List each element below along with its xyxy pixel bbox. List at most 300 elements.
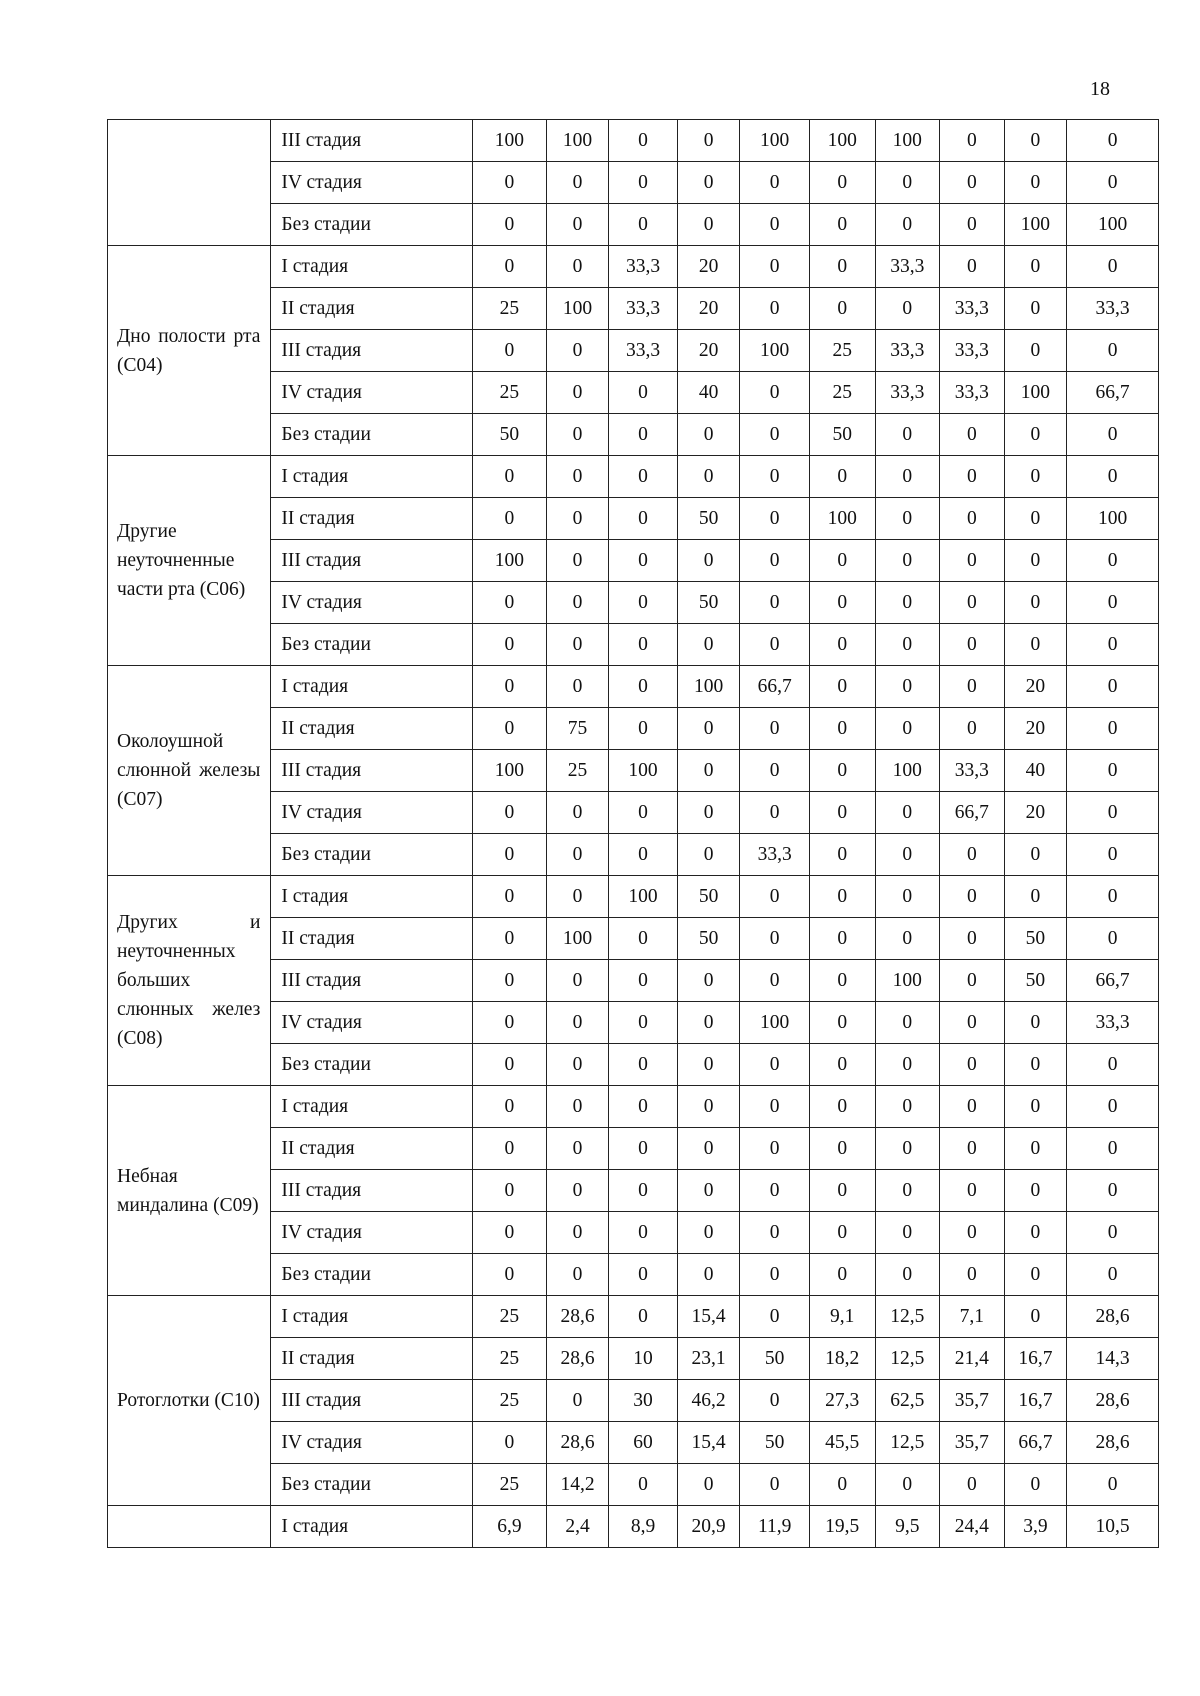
value-cell: 0 — [809, 288, 875, 330]
value-cell: 0 — [1067, 1086, 1159, 1128]
value-cell: 0 — [473, 1128, 547, 1170]
table-row — [108, 246, 1159, 288]
value-cell: 28,6 — [546, 1338, 609, 1380]
value-cell: 100 — [546, 918, 609, 960]
value-cell: 0 — [940, 204, 1005, 246]
value-cell: 0 — [940, 120, 1005, 162]
value-cell: 0 — [1067, 414, 1159, 456]
value-cell: 100 — [473, 750, 547, 792]
value-cell: 11,9 — [740, 1506, 810, 1548]
value-cell: 28,6 — [546, 1296, 609, 1338]
table-row — [108, 1506, 1159, 1548]
value-cell: 0 — [546, 456, 609, 498]
value-cell: 25 — [473, 1338, 547, 1380]
value-cell: 0 — [546, 540, 609, 582]
value-cell: 0 — [546, 162, 609, 204]
value-cell: 20 — [1004, 792, 1067, 834]
value-cell: 0 — [609, 372, 678, 414]
value-cell: 0 — [940, 708, 1005, 750]
value-cell: 0 — [875, 288, 940, 330]
value-cell: 12,5 — [875, 1338, 940, 1380]
table-row — [108, 120, 1159, 162]
value-cell: 0 — [677, 750, 740, 792]
value-cell: 0 — [677, 162, 740, 204]
value-cell: 0 — [875, 1254, 940, 1296]
value-cell: 50 — [740, 1338, 810, 1380]
value-cell: 25 — [473, 288, 547, 330]
value-cell: 0 — [740, 1044, 810, 1086]
value-cell: 0 — [740, 288, 810, 330]
value-cell: 0 — [809, 246, 875, 288]
value-cell: 2,4 — [546, 1506, 609, 1548]
value-cell: 0 — [473, 330, 547, 372]
value-cell: 100 — [740, 330, 810, 372]
value-cell: 100 — [1067, 498, 1159, 540]
value-cell: 0 — [677, 708, 740, 750]
stage-cell: I стадия — [271, 1506, 473, 1548]
value-cell: 0 — [1004, 414, 1067, 456]
value-cell: 0 — [1067, 162, 1159, 204]
value-cell: 62,5 — [875, 1380, 940, 1422]
value-cell: 0 — [677, 1464, 740, 1506]
value-cell: 0 — [809, 834, 875, 876]
value-cell: 0 — [940, 1086, 1005, 1128]
value-cell: 0 — [1004, 1128, 1067, 1170]
region-cell: Небная миндалина (С09) — [108, 1086, 271, 1296]
value-cell: 0 — [609, 834, 678, 876]
value-cell: 0 — [1004, 624, 1067, 666]
value-cell: 0 — [546, 1086, 609, 1128]
value-cell: 0 — [940, 1464, 1005, 1506]
value-cell: 66,7 — [1067, 960, 1159, 1002]
stage-distribution-table — [107, 119, 1159, 1548]
value-cell: 0 — [740, 1170, 810, 1212]
value-cell: 10 — [609, 1338, 678, 1380]
value-cell: 0 — [1004, 498, 1067, 540]
value-cell: 0 — [809, 1170, 875, 1212]
value-cell: 100 — [1004, 372, 1067, 414]
stage-cell: I стадия — [271, 1296, 473, 1338]
value-cell: 9,1 — [809, 1296, 875, 1338]
value-cell: 0 — [1067, 540, 1159, 582]
value-cell: 0 — [473, 792, 547, 834]
value-cell: 20 — [1004, 708, 1067, 750]
value-cell: 50 — [1004, 960, 1067, 1002]
value-cell: 0 — [740, 1296, 810, 1338]
value-cell: 0 — [546, 1380, 609, 1422]
value-cell: 0 — [473, 1212, 547, 1254]
value-cell: 0 — [546, 372, 609, 414]
value-cell: 6,9 — [473, 1506, 547, 1548]
value-cell: 33,3 — [940, 288, 1005, 330]
value-cell: 0 — [1067, 1464, 1159, 1506]
value-cell: 0 — [677, 1086, 740, 1128]
stage-cell: I стадия — [271, 666, 473, 708]
value-cell: 33,3 — [1067, 288, 1159, 330]
stage-cell: I стадия — [271, 1086, 473, 1128]
value-cell: 0 — [1067, 582, 1159, 624]
value-cell: 0 — [473, 582, 547, 624]
value-cell: 25 — [473, 372, 547, 414]
stage-cell: III стадия — [271, 960, 473, 1002]
value-cell: 0 — [473, 498, 547, 540]
value-cell: 0 — [1067, 456, 1159, 498]
value-cell: 0 — [1067, 330, 1159, 372]
value-cell: 0 — [473, 960, 547, 1002]
value-cell: 0 — [740, 1380, 810, 1422]
value-cell: 0 — [1067, 750, 1159, 792]
value-cell: 0 — [875, 876, 940, 918]
value-cell: 50 — [677, 876, 740, 918]
value-cell: 27,3 — [809, 1380, 875, 1422]
value-cell: 75 — [546, 708, 609, 750]
value-cell: 0 — [473, 708, 547, 750]
region-cell — [108, 1506, 271, 1548]
value-cell: 0 — [546, 834, 609, 876]
value-cell: 0 — [546, 414, 609, 456]
value-cell: 35,7 — [940, 1422, 1005, 1464]
value-cell: 0 — [1004, 288, 1067, 330]
value-cell: 0 — [609, 918, 678, 960]
value-cell: 0 — [809, 918, 875, 960]
value-cell: 0 — [875, 834, 940, 876]
value-cell: 0 — [1067, 834, 1159, 876]
stage-cell: I стадия — [271, 456, 473, 498]
value-cell: 0 — [809, 1254, 875, 1296]
value-cell: 50 — [809, 414, 875, 456]
value-cell: 100 — [809, 498, 875, 540]
stage-cell: IV стадия — [271, 162, 473, 204]
value-cell: 0 — [1067, 246, 1159, 288]
value-cell: 100 — [875, 750, 940, 792]
value-cell: 0 — [677, 204, 740, 246]
table-row — [108, 456, 1159, 498]
value-cell: 0 — [740, 204, 810, 246]
value-cell: 33,3 — [940, 750, 1005, 792]
value-cell: 0 — [940, 162, 1005, 204]
value-cell: 0 — [609, 204, 678, 246]
value-cell: 0 — [609, 1128, 678, 1170]
value-cell: 0 — [609, 1170, 678, 1212]
value-cell: 0 — [740, 750, 810, 792]
value-cell: 0 — [875, 666, 940, 708]
value-cell: 3,9 — [1004, 1506, 1067, 1548]
value-cell: 0 — [1004, 330, 1067, 372]
value-cell: 0 — [546, 1170, 609, 1212]
value-cell: 0 — [809, 1464, 875, 1506]
value-cell: 0 — [546, 1254, 609, 1296]
value-cell: 0 — [546, 330, 609, 372]
value-cell: 0 — [609, 1212, 678, 1254]
value-cell: 0 — [677, 414, 740, 456]
stage-cell: Без стадии — [271, 624, 473, 666]
value-cell: 0 — [940, 1254, 1005, 1296]
value-cell: 0 — [940, 456, 1005, 498]
value-cell: 0 — [609, 708, 678, 750]
value-cell: 45,5 — [809, 1422, 875, 1464]
value-cell: 0 — [1067, 120, 1159, 162]
value-cell: 66,7 — [740, 666, 810, 708]
value-cell: 0 — [1067, 624, 1159, 666]
region-cell: Ротоглотки (С10) — [108, 1296, 271, 1506]
value-cell: 0 — [875, 708, 940, 750]
value-cell: 0 — [740, 960, 810, 1002]
value-cell: 18,2 — [809, 1338, 875, 1380]
value-cell: 25 — [809, 372, 875, 414]
value-cell: 50 — [677, 918, 740, 960]
value-cell: 0 — [809, 792, 875, 834]
value-cell: 100 — [875, 960, 940, 1002]
table-row — [108, 1296, 1159, 1338]
value-cell: 0 — [1067, 918, 1159, 960]
value-cell: 66,7 — [1067, 372, 1159, 414]
value-cell: 25 — [473, 1464, 547, 1506]
stage-cell: Без стадии — [271, 1044, 473, 1086]
value-cell: 0 — [473, 1086, 547, 1128]
value-cell: 0 — [473, 246, 547, 288]
value-cell: 100 — [1004, 204, 1067, 246]
value-cell: 0 — [609, 582, 678, 624]
value-cell: 33,3 — [875, 330, 940, 372]
value-cell: 0 — [609, 1296, 678, 1338]
value-cell: 0 — [809, 1086, 875, 1128]
stage-cell: I стадия — [271, 246, 473, 288]
value-cell: 0 — [740, 708, 810, 750]
value-cell: 0 — [473, 1422, 547, 1464]
value-cell: 0 — [1004, 456, 1067, 498]
value-cell: 0 — [677, 1044, 740, 1086]
value-cell: 0 — [473, 876, 547, 918]
value-cell: 0 — [875, 624, 940, 666]
value-cell: 0 — [809, 750, 875, 792]
region-cell: Околоушной слюнной железы (С07) — [108, 666, 271, 876]
value-cell: 12,5 — [875, 1422, 940, 1464]
value-cell: 25 — [546, 750, 609, 792]
value-cell: 0 — [1067, 1128, 1159, 1170]
value-cell: 28,6 — [1067, 1380, 1159, 1422]
value-cell: 0 — [809, 960, 875, 1002]
value-cell: 0 — [809, 876, 875, 918]
value-cell: 0 — [809, 582, 875, 624]
value-cell: 0 — [1004, 1044, 1067, 1086]
value-cell: 0 — [1067, 1212, 1159, 1254]
value-cell: 16,7 — [1004, 1380, 1067, 1422]
value-cell: 0 — [1067, 1170, 1159, 1212]
value-cell: 100 — [740, 120, 810, 162]
value-cell: 8,9 — [609, 1506, 678, 1548]
value-cell: 0 — [546, 792, 609, 834]
value-cell: 0 — [940, 666, 1005, 708]
stage-cell: IV стадия — [271, 582, 473, 624]
value-cell: 0 — [473, 834, 547, 876]
value-cell: 33,3 — [609, 288, 678, 330]
stage-cell: IV стадия — [271, 1002, 473, 1044]
value-cell: 0 — [677, 1254, 740, 1296]
value-cell: 0 — [609, 1464, 678, 1506]
value-cell: 50 — [1004, 918, 1067, 960]
value-cell: 0 — [677, 1170, 740, 1212]
value-cell: 0 — [1004, 1464, 1067, 1506]
value-cell: 33,3 — [1067, 1002, 1159, 1044]
stage-cell: II стадия — [271, 918, 473, 960]
value-cell: 0 — [809, 540, 875, 582]
value-cell: 0 — [809, 456, 875, 498]
value-cell: 33,3 — [609, 246, 678, 288]
stage-cell: IV стадия — [271, 792, 473, 834]
value-cell: 0 — [809, 624, 875, 666]
value-cell: 28,6 — [546, 1422, 609, 1464]
stage-cell: III стадия — [271, 750, 473, 792]
value-cell: 0 — [940, 1170, 1005, 1212]
value-cell: 50 — [740, 1422, 810, 1464]
value-cell: 14,2 — [546, 1464, 609, 1506]
value-cell: 0 — [740, 162, 810, 204]
stage-cell: III стадия — [271, 1170, 473, 1212]
value-cell: 33,3 — [875, 372, 940, 414]
stage-cell: II стадия — [271, 288, 473, 330]
value-cell: 0 — [1067, 876, 1159, 918]
value-cell: 0 — [609, 1002, 678, 1044]
value-cell: 20,9 — [677, 1506, 740, 1548]
value-cell: 0 — [875, 1044, 940, 1086]
stage-cell: II стадия — [271, 708, 473, 750]
value-cell: 0 — [677, 540, 740, 582]
value-cell: 25 — [473, 1380, 547, 1422]
value-cell: 33,3 — [940, 372, 1005, 414]
value-cell: 0 — [473, 204, 547, 246]
value-cell: 7,1 — [940, 1296, 1005, 1338]
value-cell: 0 — [1004, 834, 1067, 876]
value-cell: 0 — [609, 540, 678, 582]
value-cell: 0 — [1004, 1002, 1067, 1044]
value-cell: 28,6 — [1067, 1422, 1159, 1464]
stage-cell: IV стадия — [271, 1422, 473, 1464]
value-cell: 50 — [677, 582, 740, 624]
stage-cell: III стадия — [271, 120, 473, 162]
value-cell: 0 — [473, 162, 547, 204]
value-cell: 0 — [809, 1212, 875, 1254]
value-cell: 15,4 — [677, 1422, 740, 1464]
value-cell: 50 — [677, 498, 740, 540]
value-cell: 0 — [740, 624, 810, 666]
value-cell: 0 — [940, 1044, 1005, 1086]
value-cell: 16,7 — [1004, 1338, 1067, 1380]
value-cell: 0 — [609, 792, 678, 834]
value-cell: 66,7 — [940, 792, 1005, 834]
value-cell: 0 — [875, 456, 940, 498]
value-cell: 0 — [940, 960, 1005, 1002]
value-cell: 0 — [473, 1254, 547, 1296]
value-cell: 0 — [940, 582, 1005, 624]
value-cell: 9,5 — [875, 1506, 940, 1548]
value-cell: 0 — [609, 498, 678, 540]
value-cell: 0 — [875, 1464, 940, 1506]
value-cell: 0 — [940, 246, 1005, 288]
value-cell: 100 — [875, 120, 940, 162]
value-cell: 0 — [809, 204, 875, 246]
value-cell: 0 — [677, 456, 740, 498]
value-cell: 0 — [1004, 120, 1067, 162]
value-cell: 66,7 — [1004, 1422, 1067, 1464]
value-cell: 100 — [1067, 204, 1159, 246]
value-cell: 20 — [677, 288, 740, 330]
value-cell: 0 — [677, 834, 740, 876]
value-cell: 0 — [1004, 1296, 1067, 1338]
value-cell: 0 — [609, 960, 678, 1002]
value-cell: 0 — [546, 960, 609, 1002]
value-cell: 35,7 — [940, 1380, 1005, 1422]
value-cell: 15,4 — [677, 1296, 740, 1338]
value-cell: 0 — [546, 876, 609, 918]
value-cell: 0 — [473, 918, 547, 960]
value-cell: 0 — [609, 456, 678, 498]
value-cell: 0 — [1004, 1170, 1067, 1212]
region-cell: Другие неуточненные части рта (С06) — [108, 456, 271, 666]
value-cell: 0 — [546, 1212, 609, 1254]
value-cell: 0 — [677, 1002, 740, 1044]
stage-cell: I стадия — [271, 876, 473, 918]
value-cell: 0 — [677, 624, 740, 666]
value-cell: 0 — [875, 1128, 940, 1170]
value-cell: 0 — [677, 792, 740, 834]
value-cell: 0 — [609, 1086, 678, 1128]
value-cell: 20 — [677, 330, 740, 372]
value-cell: 0 — [940, 834, 1005, 876]
stage-cell: IV стадия — [271, 372, 473, 414]
value-cell: 0 — [473, 1170, 547, 1212]
value-cell: 0 — [1067, 1254, 1159, 1296]
value-cell: 0 — [1067, 1044, 1159, 1086]
value-cell: 0 — [740, 414, 810, 456]
value-cell: 0 — [740, 456, 810, 498]
region-cell: Дно полости рта (С04) — [108, 246, 271, 456]
value-cell: 0 — [875, 162, 940, 204]
value-cell: 0 — [1004, 162, 1067, 204]
stage-cell: II стадия — [271, 1128, 473, 1170]
value-cell: 0 — [609, 414, 678, 456]
value-cell: 0 — [875, 1170, 940, 1212]
stage-cell: III стадия — [271, 1380, 473, 1422]
stage-cell: Без стадии — [271, 1464, 473, 1506]
table-row — [108, 666, 1159, 708]
value-cell: 0 — [875, 1212, 940, 1254]
value-cell: 0 — [546, 1128, 609, 1170]
value-cell: 0 — [546, 246, 609, 288]
value-cell: 0 — [740, 582, 810, 624]
region-cell — [108, 120, 271, 246]
stage-cell: III стадия — [271, 330, 473, 372]
value-cell: 0 — [609, 1044, 678, 1086]
value-cell: 19,5 — [809, 1506, 875, 1548]
value-cell: 0 — [546, 624, 609, 666]
value-cell: 20 — [677, 246, 740, 288]
value-cell: 0 — [546, 666, 609, 708]
value-cell: 0 — [875, 1002, 940, 1044]
value-cell: 0 — [546, 1002, 609, 1044]
value-cell: 0 — [809, 1002, 875, 1044]
value-cell: 0 — [609, 1254, 678, 1296]
value-cell: 100 — [609, 750, 678, 792]
value-cell: 0 — [875, 792, 940, 834]
value-cell: 100 — [473, 120, 547, 162]
value-cell: 0 — [1067, 666, 1159, 708]
value-cell: 0 — [809, 162, 875, 204]
value-cell: 0 — [677, 1212, 740, 1254]
value-cell: 0 — [875, 498, 940, 540]
value-cell: 100 — [809, 120, 875, 162]
value-cell: 0 — [609, 666, 678, 708]
value-cell: 0 — [1067, 708, 1159, 750]
